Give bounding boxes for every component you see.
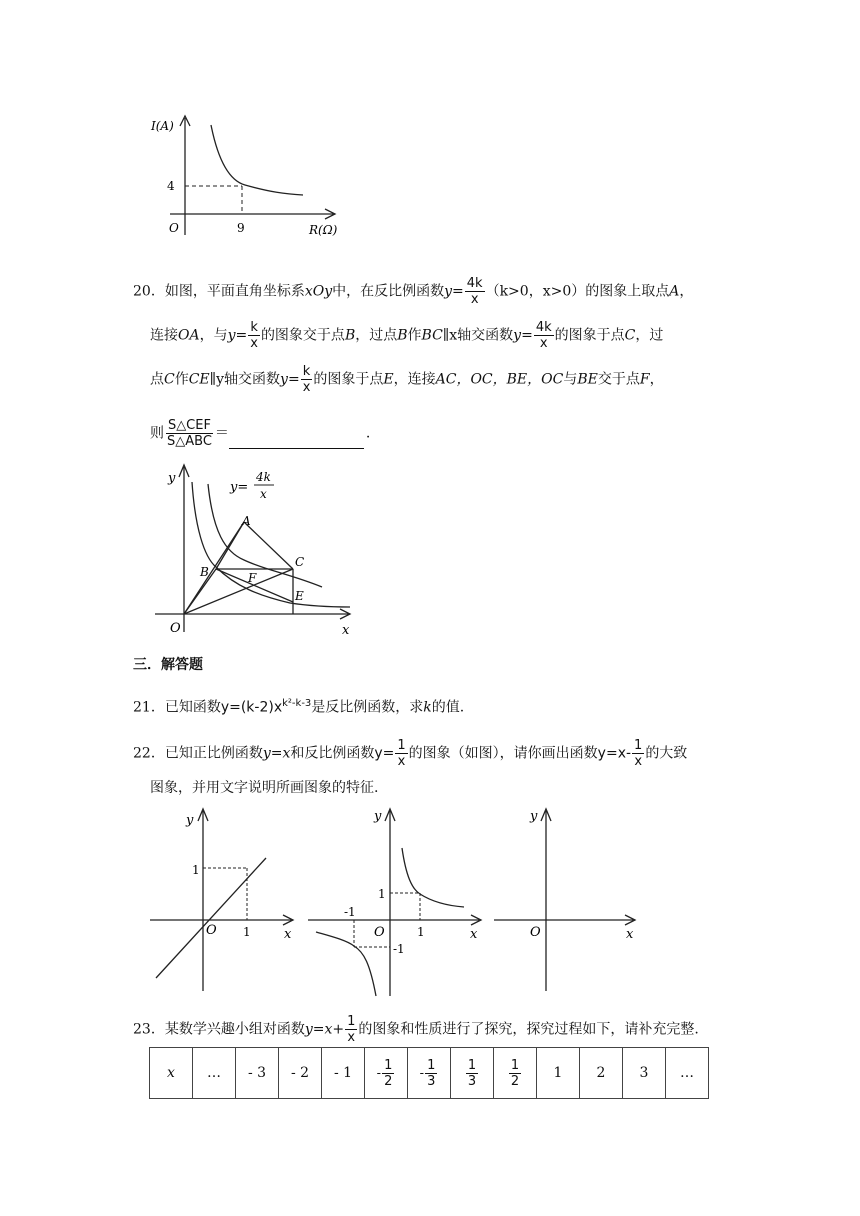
fig20-point-E: E (295, 589, 304, 603)
table-cell: 1 (537, 1048, 580, 1099)
table-cell: … (666, 1048, 709, 1099)
x-values-table (149, 1047, 709, 1099)
g3-origin: O (530, 925, 541, 940)
g2-origin: O (374, 925, 385, 940)
q22-line1: 22．已知正比例函数y=x和反比例函数y= $\frac{1}{x}$ 的图象（如图），请你画出函数y=x- $\frac{1}{x}$ 的大致 (133, 738, 688, 769)
fig20-curve-label-den: x (260, 487, 267, 501)
frac-k-over-x-2: $\frac{k}{x}$ (302, 364, 311, 395)
fig19-tick-4: 4 (167, 179, 175, 193)
frac-1-over-x-3: $\frac{1}{x}$ (347, 1014, 356, 1045)
fig20-x-axis: x (342, 623, 350, 638)
fig19-tick-9: 9 (237, 221, 245, 235)
g1-x-label: x (284, 927, 292, 942)
table-cell: $\frac{1}{2}$ (494, 1048, 537, 1099)
fig20-point-A: A (242, 514, 251, 528)
q23-number: 23． (133, 1021, 165, 1038)
q20-line1: 20．如图，平面直角坐标系xOy中，在反比例函数y= $\frac{4k}{x}$ （k>0，x>0）的图象上取点A， (133, 276, 694, 307)
g1-y-label: y (186, 813, 194, 828)
g1-origin: O (206, 923, 217, 938)
figure-20-graph (150, 462, 365, 642)
g2-x-label: x (470, 927, 478, 942)
area-ratio-fraction: $\frac{\text{S△CEF}}{\text{S△ABC}}$ (167, 418, 212, 449)
figure-22-graph-y-equals-1-over-x (306, 806, 486, 998)
table-row (150, 1048, 709, 1099)
fig20-point-B: B (200, 565, 209, 579)
table-cell: 3 (623, 1048, 666, 1099)
table-cell: $\frac{1}{3}$ (451, 1048, 494, 1099)
fig19-y-label: I(A) (151, 119, 174, 133)
frac-1-over-x-2: $\frac{1}{x}$ (634, 738, 643, 769)
g2-one-y: 1 (378, 887, 386, 901)
q21-line: 21．已知函数$y=(k-2)x^{k^2-k-3}$是反比例函数，求k的值. (133, 698, 465, 716)
q22-line2: 图象，并用文字说明所画图象的特征. (150, 780, 379, 796)
section-heading-answers: 三．解答题 (133, 657, 203, 673)
g3-y-label: y (530, 809, 538, 824)
figure-22-graph-y-equals-x (148, 806, 298, 996)
table-cell: - 3 (236, 1048, 279, 1099)
q20-line2: 连接OA，与y= $\frac{k}{x}$ 的图象交于点B，过点B作BC∥x轴交函数y= $\frac{4k}{x}$ 的图象于点C，过 (150, 320, 664, 351)
frac-4k-over-x-2: $\frac{4k}{x}$ (535, 320, 552, 351)
q20-line3: 点C作CE∥y轴交函数y= $\frac{k}{x}$ 的图象于点E，连接AC，OC，BE，OC与BE交于点F， (150, 364, 664, 395)
answer-blank[interactable] (229, 432, 364, 449)
fig20-curve-label-y: y= (230, 480, 249, 495)
q21-formula: y=(k-2)x (220, 699, 283, 716)
q22-number: 22． (133, 745, 165, 762)
figure-22-graph-blank-axes (490, 806, 640, 996)
table-cell: - 2 (279, 1048, 322, 1099)
frac-1-over-x: $\frac{1}{x}$ (397, 738, 406, 769)
q20-line4: 则 $\frac{\text{S△CEF}}{\text{S△ABC}}$ ＝ . (150, 418, 371, 449)
table-cell: 2 (580, 1048, 623, 1099)
fig20-y-axis: y (168, 471, 176, 486)
q23-line: 23．某数学兴趣小组对函数y=x+ $\frac{1}{x}$ 的图象和性质进行了探究，探究过程如下，请补充完整. (133, 1014, 699, 1045)
q21-exponent: k²-k-3 (282, 698, 312, 709)
q20-number: 20． (133, 283, 165, 300)
g2-y-label: y (374, 809, 382, 824)
g3-x-label: x (626, 927, 634, 942)
fig19-x-label: R(Ω) (309, 223, 338, 237)
g2-neg1-y: -1 (393, 942, 405, 956)
table-cell: - 1 (322, 1048, 365, 1099)
table-header-x: x (150, 1048, 193, 1099)
table-cell: … (193, 1048, 236, 1099)
g2-neg1-x: -1 (344, 905, 356, 919)
g1-one-y: 1 (192, 863, 200, 877)
frac-k-over-x: $\frac{k}{x}$ (250, 320, 258, 351)
fig20-origin: O (170, 621, 181, 636)
q21-number: 21． (133, 699, 165, 716)
figure-19-graph (145, 110, 345, 250)
fig20-point-C: C (295, 555, 305, 569)
fig19-origin: O (169, 221, 179, 235)
g2-one-x: 1 (417, 925, 425, 939)
fig20-point-F: F (248, 571, 257, 585)
frac-4k-over-x: $\frac{4k}{x}$ (466, 276, 483, 307)
g1-one-x: 1 (243, 925, 251, 939)
fig20-curve-label-num: 4k (256, 470, 271, 484)
table-cell: - $\frac{1}{2}$ (365, 1048, 408, 1099)
table-cell: - $\frac{1}{3}$ (408, 1048, 451, 1099)
